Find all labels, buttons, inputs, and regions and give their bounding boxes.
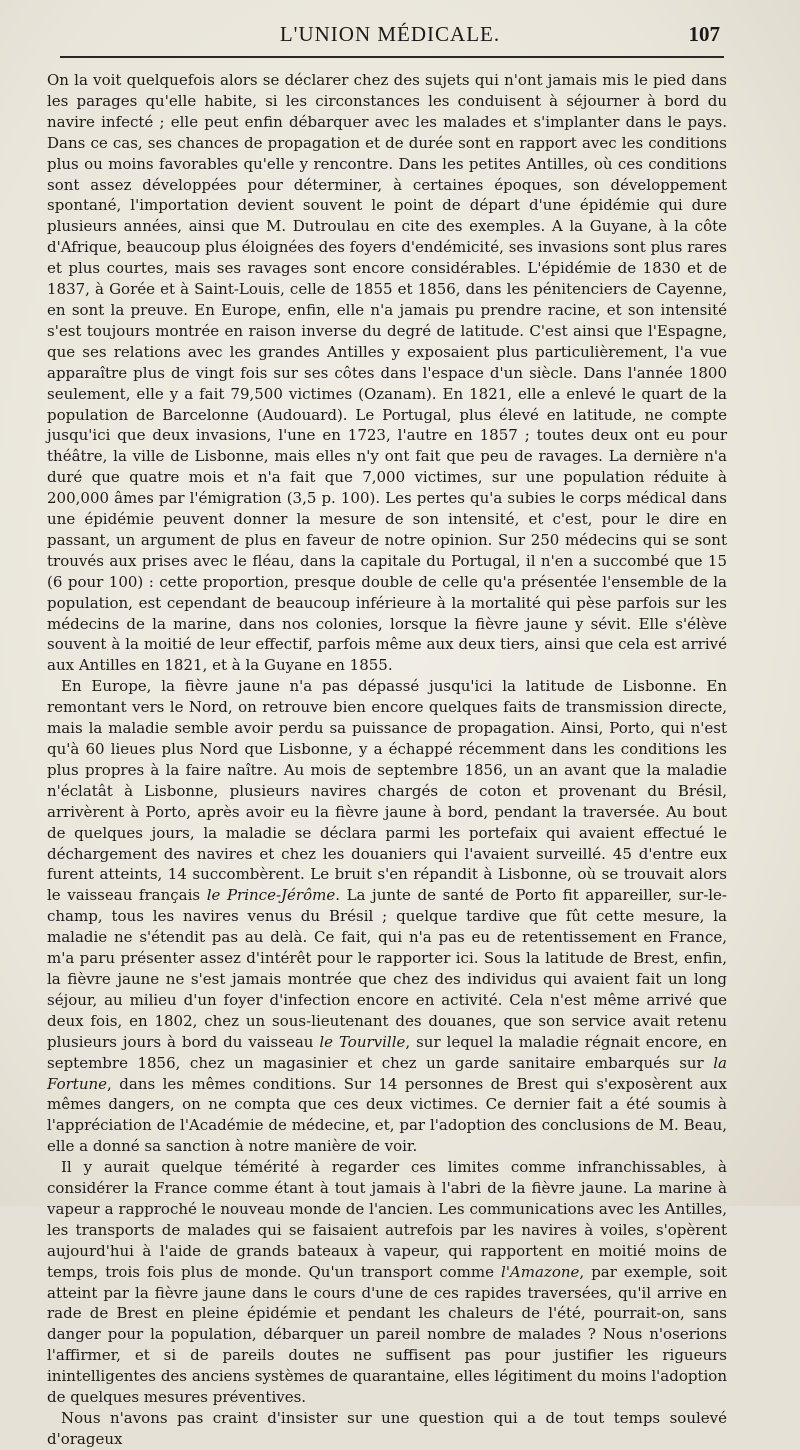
ship-name: la Fortune <box>47 1053 727 1093</box>
paragraph-3-text-a: Il y aurait quelque témérité à regarder ces limites comme infranchissables, à considérer la France comme étant à tout jamais à l'abri de la fièvre jaune. La marine à vapeur a rapproché le nouveau monde de l'ancien. Les communications avec les Antilles, les transports de malades qui se faisaient autrefois par les navires à voiles, s'opèrent aujourd'hui à l'aide de grands bateaux à vapeur, qui rapportent en moitié moins de temps, trois fois plus de monde. Qu'un transport comme <box>47 1158 727 1281</box>
paragraph-2-text-d: , dans les mêmes conditions. Sur 14 personnes de Brest qui s'exposèrent aux mêmes dangers, on ne compta que ces deux victimes. Ce dernier fait a été soumis à l'appréciation de l'Académie de médecine, et, par l'adoption des conclusions de M. Beau, elle a donné sa sanction à notre manière de voir. <box>47 1074 727 1156</box>
paragraph-2 <box>47 676 727 1157</box>
ship-name: l'Amazone <box>501 1262 580 1281</box>
article-body <box>47 70 728 1448</box>
ship-name: le Tourville <box>319 1032 406 1051</box>
paragraph-4-text: Nous n'avons pas craint d'insister sur une question qui a de tout temps soulevé d'orageux <box>47 1409 727 1448</box>
paragraph-2-text-c: , sur lequel la maladie régnait encore, en septembre 1856, chez un magasinier et chez un garde sanitaire embarqués sur <box>47 1032 728 1072</box>
running-head <box>60 22 720 52</box>
paragraph-1-text: On la voit quelquefois alors se déclarer chez des sujets qui n'ont jamais mis le pied dans les parages qu'elle habite, si les circonstances les conduisent à séjourner à bord du navire infecté ; elle peut enfin débarquer avec les malades et s'implanter dans le pays. Dans ce cas, ses chances de propagation et de durée sont en rapport avec les conditions plus ou moins favorables qu'elle y rencontre. Dans les petites Antilles, où ces conditions sont assez développées pour déterminer, à certaines époques, son développement spontané, l'importation devient souvent le point de départ d'une épidémie qui dure plusieurs années, ainsi que M. Dutroulau en cite des exemples. A la Guyane, à la côte d'Afrique, beaucoup plus éloignées des foyers d'endémicité, ses invasions sont plus rares et plus courtes, mais ses ravages sont encore considérables. L'épidémie de 1830 et de 1837, à Gorée et à Saint-Louis, celle de 1855 et 1856, dans les pénitenciers de Cayenne, en sont la preuve. En Europe, enfin, elle n'a jamais pu prendre racine, et son intensité s'est toujours montrée en raison inverse du degré de latitude. C'est ainsi que l'Espagne, que ses relations avec les grandes Antilles y exposaient plus particulièrement, l'a vue apparaître plus de vingt fois sur ses côtes dans l'espace d'un siècle. Dans l'année 1800 seulement, elle y a fait 79,500 victimes (Ozanam). En 1821, elle a enlevé le quart de la population de Barcelonne (Audouard). Le Portugal, plus élevé en latitude, ne compte jusqu'ici que deux invasions, l'une en 1723, l'autre en 1857 ; toutes deux ont eu pour théâtre, la ville de Lisbonne, mais elles n'y ont fait que peu de ravages. La dernière n'a duré que quatre mois et n'a fait que 7,000 victimes, sur une population réduite à 200,000 âmes par l'émigration (3,5 p. 100). Les pertes qu'a subies le corps médical dans une épidémie peuvent donner la mesure de son intensité, et c'est, pour le dire en passant, un argument de plus en faveur de notre opinion. Sur 250 médecins qui se sont trouvés aux prises avec le fléau, dans la capitale du Portugal, il n'en a succombé que 15 (6 pour 100) : cette proportion, presque double de celle qu'a présentée l'ensemble de la population, est cependant de beaucoup inférieure à la mortalité qui pèse parfois sur les médecins de la marine, dans nos colonies, lorsque la fièvre jaune y sévit. Elle s'élève souvent à la moitié de leur effectif, parfois même aux deux tiers, ainsi que cela est arrivé aux Antilles en 1821, et à la Guyane en 1855. <box>47 71 727 675</box>
paragraph-3 <box>47 1157 727 1408</box>
paragraph-2-text-a: En Europe, la fièvre jaune n'a pas dépassé jusqu'ici la latitude de Lisbonne. En remontant vers le Nord, on retrouve bien encore quelques faits de transmission directe, mais la maladie semble avoir perdu sa puissance de propagation. Ainsi, Porto, qui n'est qu'à 60 lieues plus Nord que Lisbonne, y a échappé récemment dans les conditions les plus propres à la faire naître. Au mois de septembre 1856, un an avant que la maladie n'éclatât à Lisbonne, plusieurs navires chargés de coton et provenant du Brésil, arrivèrent à Porto, après avoir eu la fièvre jaune à bord, pendant la traversée. Au bout de quelques jours, la maladie se déclara parmi les portefaix qui avaient effectué le déchargement des navires et chez les douaniers qui l'avaient surveillé. 45 d'entre eux furent atteints, 14 succombèrent. Le bruit s'en répandit à Lisbonne, où se trouvait alors le vaisseau français <box>47 677 727 905</box>
paragraph-1 <box>47 70 727 676</box>
paragraph-2-text-b: . La junte de santé de Porto fit appareiller, sur-le-champ, tous les navires venus du Brésil ; quelque tardive que fût cette mesure, la maladie ne s'étendit pas au delà. Ce fait, qui n'a pas eu de retentissement en France, m'a paru présenter assez d'intérêt pour le rapporter ici. Sous la latitude de Brest, enfin, la fièvre jaune ne s'est jamais montrée que chez des individus qui avaient fait un long séjour, au milieu d'un foyer d'infection encore en activité. Cela n'est même arrivé que deux fois, en 1802, chez un sous-lieutenant des douanes, que son service avait retenu plusieurs jours à bord du vaisseau <box>47 886 728 1051</box>
ship-name: le Prince-Jérôme <box>206 886 336 905</box>
paragraph-4 <box>47 1408 727 1450</box>
page-number: 107 <box>688 22 720 46</box>
header-rule <box>60 56 724 58</box>
journal-title: L'UNION MÉDICALE. <box>279 22 501 46</box>
paragraph-3-text-b: , par exemple, soit atteint par la fièvre jaune dans le cours d'une de ces rapides traversées, qu'il arrive en rade de Brest en pleine épidémie et pendant les chaleurs de l'été, pourrait-on, sans danger pour la population, débarquer un pareil nombre de malades ? Nous n'oserions l'affirmer, et si de pareils doutes ne suffisent pas pour justifier les rigueurs inintelligentes des anciens systèmes de quarantaine, elles légitiment du moins l'adoption de quelques mesures préventives. <box>47 1262 727 1407</box>
